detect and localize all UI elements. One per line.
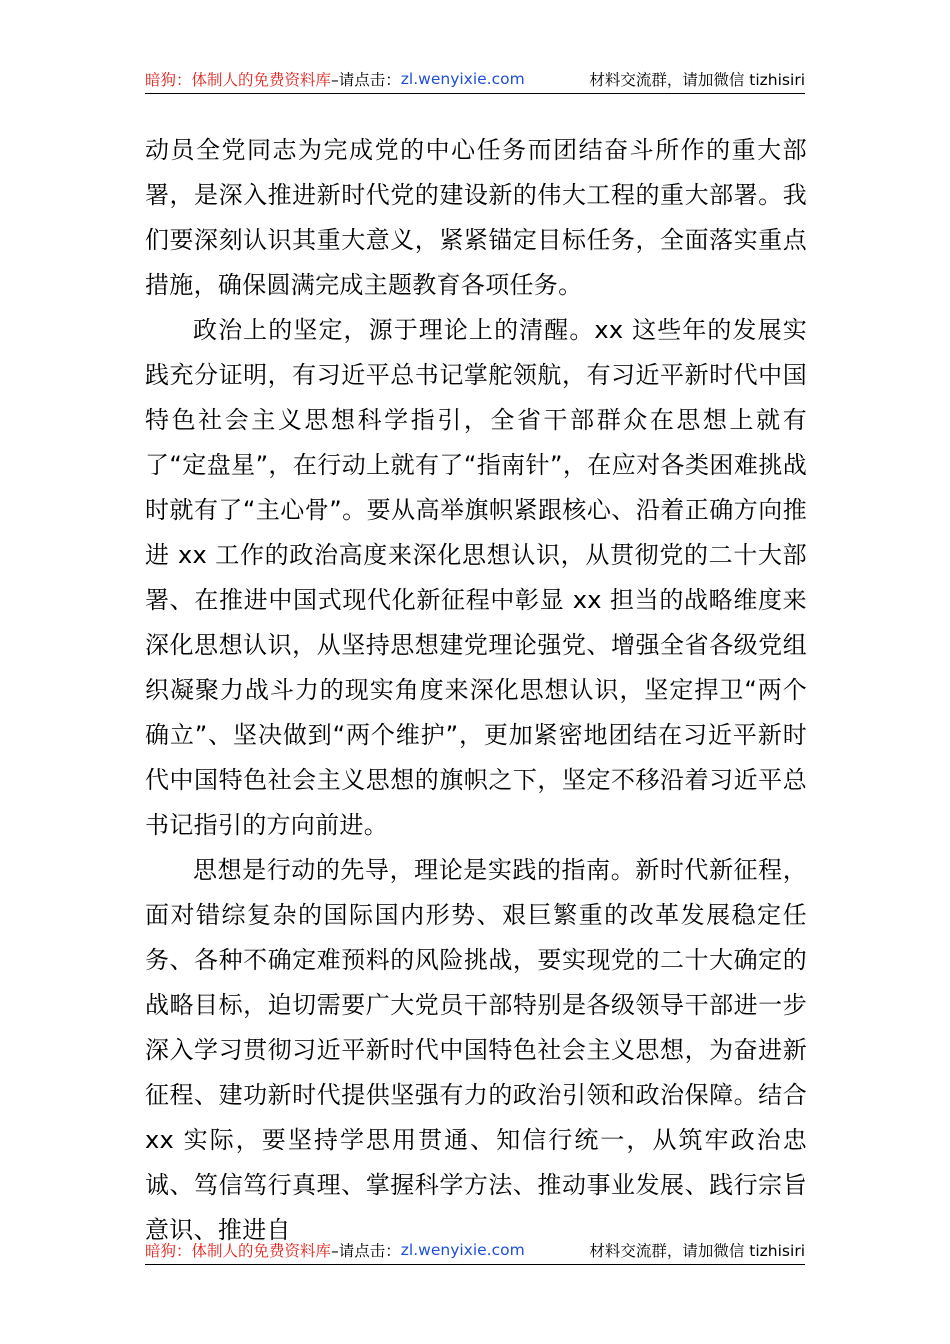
footer-banner (145, 1237, 805, 1265)
body-paragraph-1: 动员全党同志为完成党的中心任务而团结奋斗所作的重大部署，是深入推进新时代党的建设新的伟大工程的重大部署。我们要深刻认识其重大意义，紧紧锚定目标任务，全面落实重点措施，确保圆满完成主题教育各项任务。 (145, 136, 807, 299)
body-paragraph-3: 思想是行动的先导，理论是实践的指南。新时代新征程，面对错综复杂的国际国内形势、艰巨繁重的改革发展稳定任务、各种不确定难预料的风险挑战，要实现党的二十大确定的战略目标，迫切需要广大党员干部特别是各级领导干部进一步深入学习贯彻习近平新时代中国特色社会主义思想，为奋进新征程、建功新时代提供坚强有力的政治引领和政治保障。结合 xx 实际，要坚持学思用贯通、知信行统一，从筑牢政治忠诚、笃信笃行真理、掌握科学方法、推动事业发展、践行宗旨意识、推进自 (145, 856, 807, 1244)
document-body (145, 128, 807, 1253)
footer-banner-left (145, 1239, 525, 1261)
header-site-name: 暗狗：体制人的免费资料库 (145, 70, 332, 89)
footer-site-name: 暗狗：体制人的免费资料库 (145, 1241, 332, 1260)
header-contact-text: 材料交流群，请加微信 tizhisiri (589, 70, 805, 89)
header-banner-left (145, 68, 525, 90)
footer-site-link[interactable]: zl.wenyixie.com (400, 1240, 525, 1259)
header-site-link[interactable]: zl.wenyixie.com (400, 69, 525, 88)
footer-contact-text: 材料交流群，请加微信 tizhisiri (589, 1241, 805, 1260)
header-banner (145, 66, 805, 94)
footer-click-prefix: –请点击： (331, 1241, 401, 1260)
header-click-prefix: –请点击： (331, 70, 401, 89)
body-paragraph-2: 政治上的坚定，源于理论上的清醒。xx 这些年的发展实践充分证明，有习近平总书记掌舵领航，有习近平新时代中国特色社会主义思想科学指引，全省干部群众在思想上就有了“定盘星”，在行动上就有了“指南针”，在应对各类困难挑战时就有了“主心骨”。要从高举旗帜紧跟核心、沿着正确方向推进 xx 工作的政治高度来深化思想认识，从贯彻党的二十大部署、在推进中国式现代化新征程中彰显 xx 担当的战略维度来深化思想认识，从坚持思想建党理论强党、增强全省各级党组织凝聚力战斗力的现实角度来深化思想认识，坚定捍卫“两个确立”、坚决做到“两个维护”，更加紧密地团结在习近平新时代中国特色社会主义思想的旗帜之下，坚定不移沿着习近平总书记指引的方向前进。 (145, 316, 807, 839)
